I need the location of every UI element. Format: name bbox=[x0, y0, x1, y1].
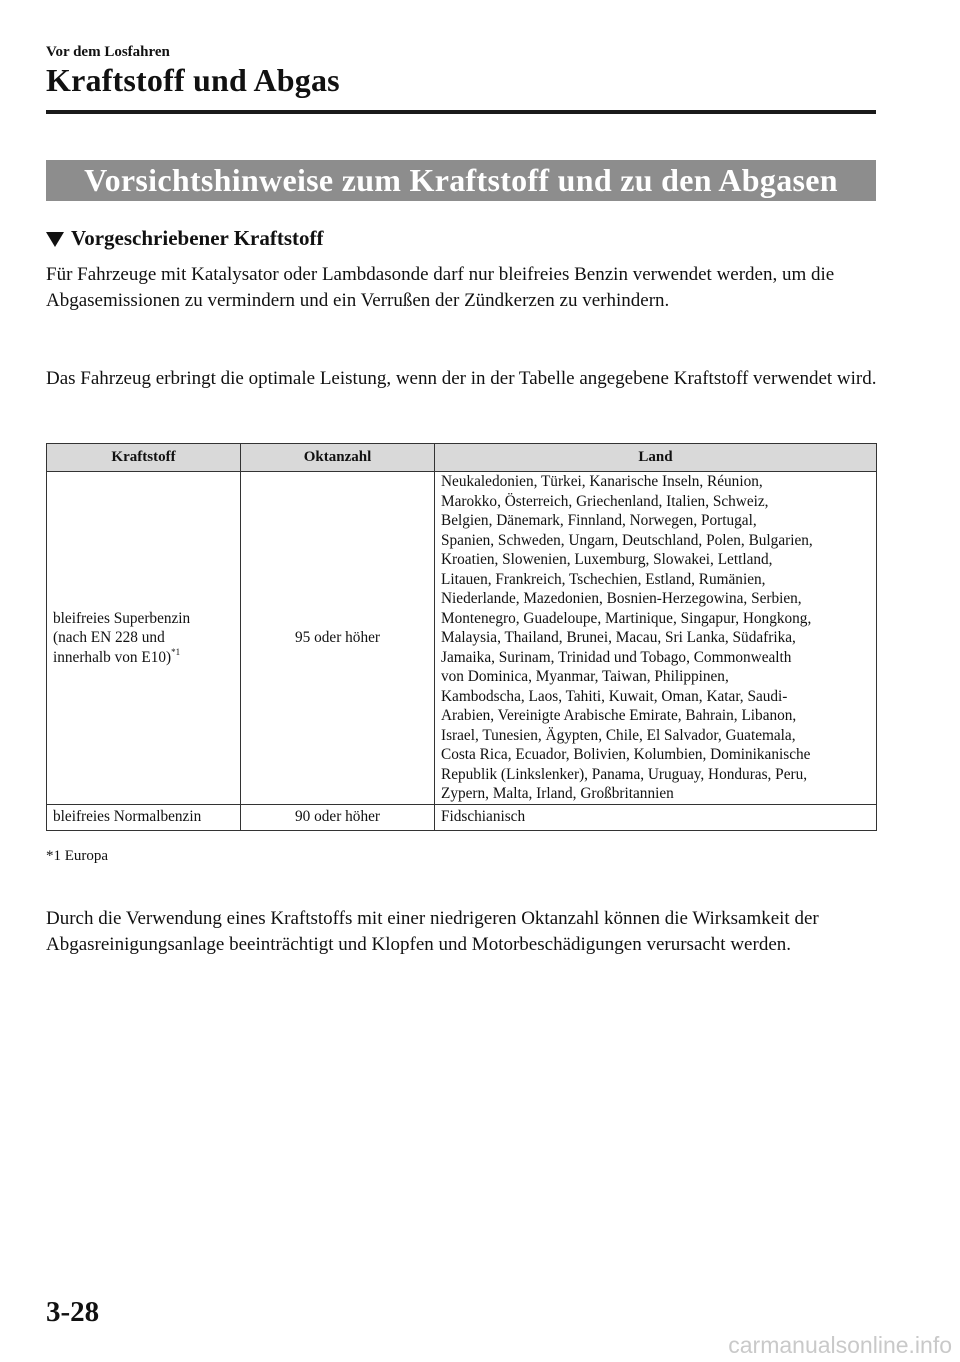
country-line: Marokko, Österreich, Griechenland, Italien, Schweiz, bbox=[441, 492, 769, 510]
country-line: Neukaledonien, Türkei, Kanarische Inseln, Réunion, bbox=[441, 473, 763, 490]
intro-paragraph-2: Das Fahrzeug erbringt die optimale Leistung, wenn der in der Tabelle angegebene Kraftstoff verwendet wird. bbox=[46, 368, 877, 389]
country-line: Jamaika, Surinam, Trinidad und Tobago, Commonwealth bbox=[441, 648, 792, 666]
footnote-marker: *1 bbox=[171, 646, 181, 657]
fuel-line: (nach EN 228 und bbox=[53, 629, 165, 646]
country-line: Litauen, Frankreich, Tschechien, Estland, Rumänien, bbox=[441, 570, 766, 588]
country-line: Arabien, Vereinigte Arabische Emirate, Bahrain, Libanon, bbox=[441, 707, 797, 724]
fuel-line-text: innerhalb von E10) bbox=[53, 648, 172, 666]
triangle-down-icon bbox=[46, 232, 64, 247]
country-line: Malaysia, Thailand, Brunei, Macau, Sri Lanka, Südafrika, bbox=[441, 629, 796, 646]
fuel-table bbox=[46, 443, 877, 831]
country-line: von Dominica, Myanmar, Taiwan, Philippinen, bbox=[441, 668, 729, 685]
column-header-country: Land bbox=[435, 444, 877, 472]
warning-paragraph: Durch die Verwendung eines Kraftstoffs mit einer niedrigeren Oktanzahl können die Wirksamkeit der Abgasreinigungsanlage beeinträchtigt und Klopfen und Motorbeschädigungen verursacht werden. bbox=[46, 908, 819, 955]
country-line: Israel, Tunesien, Ägypten, Chile, El Salvador, Guatemala, bbox=[441, 726, 796, 744]
chapter-label: Vor dem Losfahren bbox=[46, 44, 170, 60]
country-line: Spanien, Schweden, Ungarn, Deutschland, Polen, Bulgarien, bbox=[441, 531, 813, 549]
page-title: Kraftstoff und Abgas bbox=[46, 62, 340, 98]
country-cell bbox=[435, 472, 877, 805]
section-banner: Vorsichtshinweise zum Kraftstoff und zu den Abgasen bbox=[46, 160, 876, 201]
country-line: Costa Rica, Ecuador, Bolivien, Kolumbien, Dominikanische bbox=[441, 746, 811, 763]
fuel-line: bleifreies Superbenzin bbox=[53, 609, 191, 627]
fuel-line bbox=[53, 648, 234, 668]
table-row bbox=[47, 472, 877, 805]
country-cell: Fidschianisch bbox=[435, 804, 877, 830]
table-header-row bbox=[47, 444, 877, 472]
country-line: Montenegro, Guadeloupe, Martinique, Singapur, Hongkong, bbox=[441, 609, 812, 627]
country-line: Zypern, Malta, Irland, Großbritannien bbox=[441, 785, 674, 802]
country-line: Kambodscha, Laos, Tahiti, Kuwait, Oman, Katar, Saudi- bbox=[441, 687, 788, 705]
table-footnote: *1 Europa bbox=[46, 848, 109, 864]
column-header-fuel: Kraftstoff bbox=[47, 444, 241, 472]
fuel-cell: bleifreies Normalbenzin bbox=[47, 804, 241, 830]
intro-paragraph-1: Für Fahrzeuge mit Katalysator oder Lambdasonde darf nur bleifreies Benzin verwendet werden, um die Abgasemissionen zu vermindern und ein Verrußen der Zündkerzen zu verhindern. bbox=[46, 264, 835, 311]
octane-cell: 95 oder höher bbox=[241, 472, 435, 805]
country-line: Republik (Linkslenker), Panama, Uruguay, Honduras, Peru, bbox=[441, 765, 808, 783]
country-line: Niederlande, Mazedonien, Bosnien-Herzegowina, Serbien, bbox=[441, 590, 802, 607]
country-line: Belgien, Dänemark, Finnland, Norwegen, Portugal, bbox=[441, 512, 757, 529]
header-rule bbox=[46, 110, 876, 114]
fuel-cell bbox=[47, 472, 241, 805]
subsection-heading-text: Vorgeschriebener Kraftstoff bbox=[71, 226, 324, 250]
country-line: Kroatien, Slowenien, Luxemburg, Slowakei, Lettland, bbox=[441, 551, 773, 568]
table-row bbox=[47, 804, 877, 830]
subsection-heading bbox=[46, 226, 324, 251]
page-number: 3-28 bbox=[46, 1296, 100, 1328]
column-header-octane: Oktanzahl bbox=[241, 444, 435, 472]
octane-cell: 90 oder höher bbox=[241, 804, 435, 830]
watermark: carmanualsonline.info bbox=[728, 1332, 952, 1358]
